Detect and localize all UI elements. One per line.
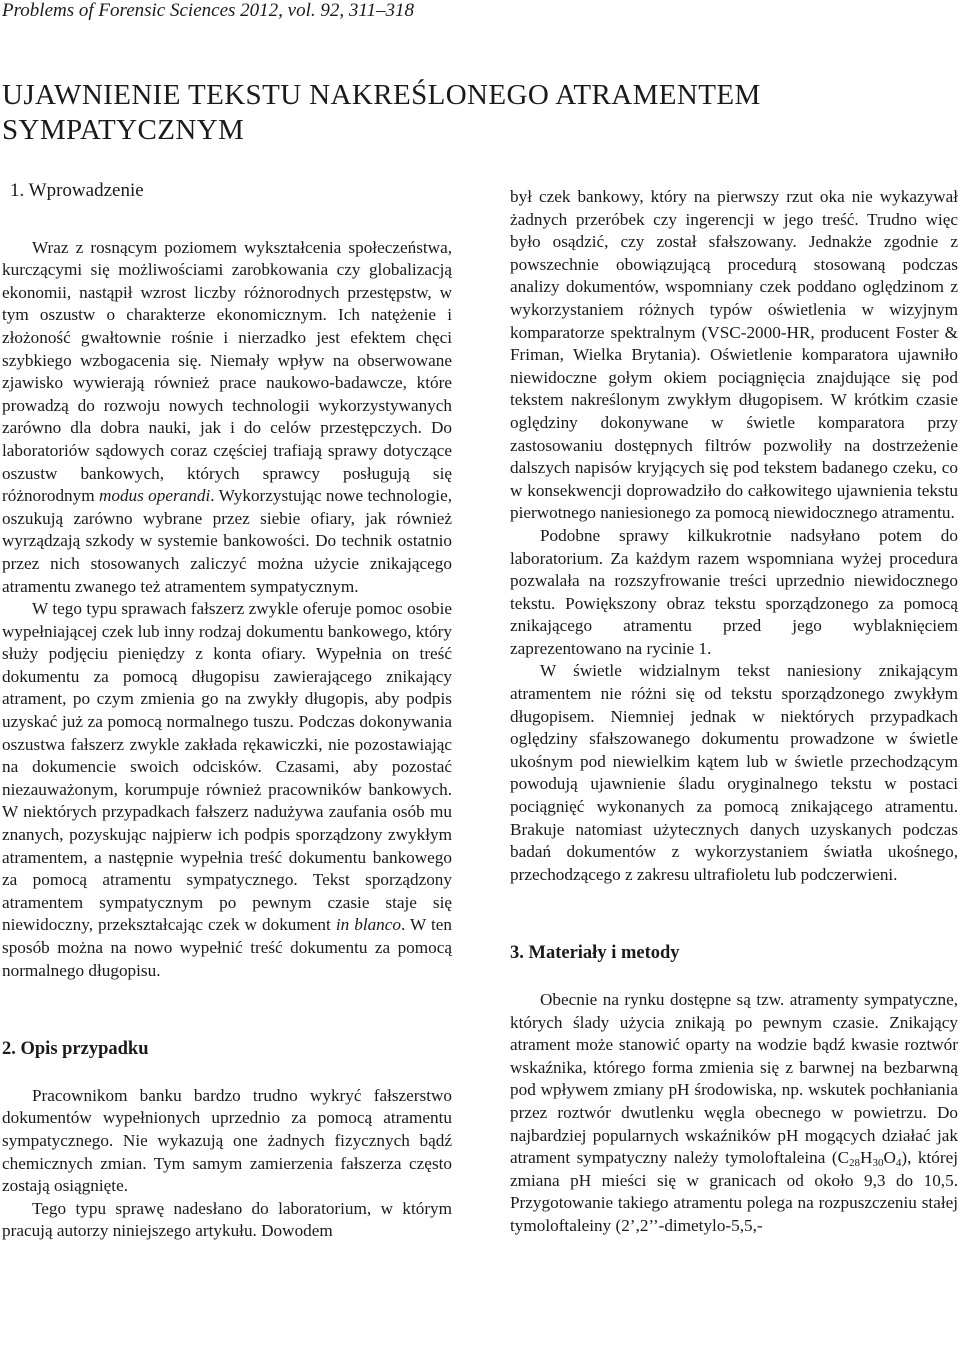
paragraph: był czek bankowy, który na pierwszy rzut oka nie wykazywał żadnych przeróbek czy ingerencji w jego treść. Trudno więc było osądzić, czy został sfałszowany. Jednakże zgodnie z powszechnie obowiązującą procedurą stosowaną podczas analizy dokumentów, wspomniany czek poddano oględzinom z wykorzystaniem różnych typów oświetlenia w wizyjnym komparatorze spektralnym (VSC-2000-HR, producent Foster & Friman, Wielka Brytania). Oświetlenie komparatora ujawniło niewidoczne gołym okiem pociągnięcia znajdujące się pod tekstem nakreślonym zwykłym długopisem. W krótkim czasie oględziny dokonywane w świetle komparatora przy zastosowaniu dostępnych filtrów pozwoliły na dostrzeżenie dalszych napisów kryjących się pod tekstem badanego czeku, co w konsekwencji doprowadziło do całkowitego ujawnienia tekstu pierwotnego naniesionego za pomocą niewidocznego atramentu. xyxy=(510,187,958,523)
subscript: 30 xyxy=(872,1157,884,1170)
paragraph xyxy=(2,598,452,982)
formula-letter: H xyxy=(860,1148,873,1168)
section-heading-introduction: 1. Wprowadzenie xyxy=(10,180,144,201)
paragraph: Pracownikom banku bardzo trudno wykryć fałszerstwo dokumentów wypełnionych uprzednio za pomocą atramentu sympatycznego. Nie wykazują one żadnych fizycznych bądź chemicznych zmian. Tym samym zamierzenia fałszerza często zostają osiągnięte. xyxy=(2,1085,452,1196)
paragraph-text: . Wykorzystując nowe technologie, oszukują zarówno wybrane przez siebie ofiary, jak również wyrządzają szkody w systemie bankowości. Do technik ostatnio przez nich stosowanych zaliczyć można użycie znikającego atramentu zwanego też atramentem sympatycznym. xyxy=(2,486,452,596)
journal-header: Problems of Forensic Sciences 2012, vol. 92, 311–318 xyxy=(2,0,414,21)
paragraph-text: ), której zmiana pH mieści się w granicach od około 9,3 do 10,5. Przygotowanie takiego atramentu polega na rozpuszczeniu stałej tymoloftaleiny (2’,2’’-dimetylo-5,5,- xyxy=(510,1148,958,1235)
paragraph-text: W tego typu sprawach fałszerz zwykle oferuje pomoc osobie wypełniającej czek lub inny rodzaj dokumentu bankowego, który służy podjęciu pieniędzy z konta ofiary. Wypełnia on treść dokumentu za pomocą długopisu zawierającego znikający atrament, po czym zmienia go na zwykły długopis, aby podpis uzyskać już za pomocą normalnego tuszu. Podczas dokonywania oszustwa fałszerz zwykle zakłada rękawiczki, nie pozostawiając na dokumencie swoich odcisków. Czasami, aby pozostać niezauważonym, korumpuje również pracowników bankowych. W niektórych przypadkach fałszerz nadużywa zaufania osób mu znanych, pozyskując najpierw ich podpis sporządzony zwykłym atramentem, a następnie wypełnia treść dokumentu bankowego za pomocą atramentu sympatycznego. Tekst sporządzony atramentem sympatycznym po pewnym czasie staje się niewidoczny, przekształcając czek w dokument xyxy=(2,599,452,935)
paragraph xyxy=(2,237,452,599)
subscript: 4 xyxy=(895,1157,902,1170)
paragraph-text: Wraz z rosnącym poziomem wykształcenia społeczeństwa, kurczącymi się możliwościami zarobkowania czy globalizacją ekonomii, nastąpił wzrost liczby różnorodnych przestępstw, w tym oszustw o charakterze ekonomicznym. Ich natężenie i złożoność gwałtownie rośnie i nierzadko jest efektem chęci szybkiego wzbogacenia się. Niemały wpływ na obserwowane zjawisko wywierają również prace naukowo-badawcze, które prowadzą do rozwoju nowych technologii wykorzystywanych zarówno dla dobra nauki, jak i do celów przestępczych. Do laboratoriów sądowych coraz częściej trafiają sprawy dotyczące oszustw bankowych, których sprawcy posługują się różnorodnym xyxy=(2,237,452,506)
section-heading-materials: 3. Materiały i metody xyxy=(510,943,680,964)
paragraph-text: . W ten sposób można na nowo wypełnić treść dokumentu za pomocą normalnego długopisu. xyxy=(2,915,452,980)
formula-letter: O xyxy=(883,1148,896,1168)
left-column xyxy=(2,180,452,1243)
subscript: 28 xyxy=(849,1157,861,1170)
paragraph: Tego typu sprawę nadesłano do laboratorium, w którym pracują autorzy niniejszego artykułu. Dowodem xyxy=(2,1198,452,1241)
section-heading-case: 2. Opis przypadku xyxy=(2,1039,149,1060)
paragraph xyxy=(510,989,958,1238)
emphasis-text: modus operandi xyxy=(98,486,211,506)
paragraph: Podobne sprawy kilkukrotnie nadsyłano potem do laboratorium. Za każdym razem wspomniana wyżej procedura pozwalała na rozszyfrowanie treści uprzednio niewidocznego tekstu. Powiększony obraz tekstu sporządzonego za pomocą znikającego atramentu przed jego wyblaknięciem zaprezentowano na rycinie 1. xyxy=(510,525,958,658)
paragraph: W świetle widzialnym tekst naniesiony znikającym atramentem nie różni się od tekstu sporządzonego zwykłym długopisem. Niemniej jednak w niektórych przypadkach oględziny sfałszowanego dokumentu prowadzone w świetle ukośnym pod niewielkim kątem lub w świetle przechodzącym powodują ujawnienie śladu oryginalnego tekstu w postaci pociągnięć wykonanych za pomocą znikającego atramentu. Brakuje natomiast użytecznych danych uzyskanych podczas badań dokumentów z wykorzystaniem światła ukośnego, przechodzącego z zakresu ultrafioletu lub podczerwieni. xyxy=(510,661,958,884)
right-column xyxy=(510,186,958,1238)
emphasis-text: in blanco xyxy=(335,915,402,935)
article-title: UJAWNIENIE TEKSTU NAKREŚLONEGO ATRAMENTEM SYMPATYCZNYM xyxy=(2,79,761,146)
paragraph-text: Obecnie na rynku dostępne są tzw. atramenty sympatyczne, których ślady użycia znikają po pewnym czasie. Znikający atrament może stanowić oparty na wodzie bądź kwasie roztwór wskaźnika, którego forma zmienia się z barwnej na bezbarwną pod wpływem zmiany pH środowiska, np. wskutek pochłaniania przez roztwór dwutlenku węgla obecnego w powietrzu. Do najbardziej popularnych wskaźników pH mogących działać jak atrament sympatyczny należy tymoloftaleina (C xyxy=(510,990,958,1168)
